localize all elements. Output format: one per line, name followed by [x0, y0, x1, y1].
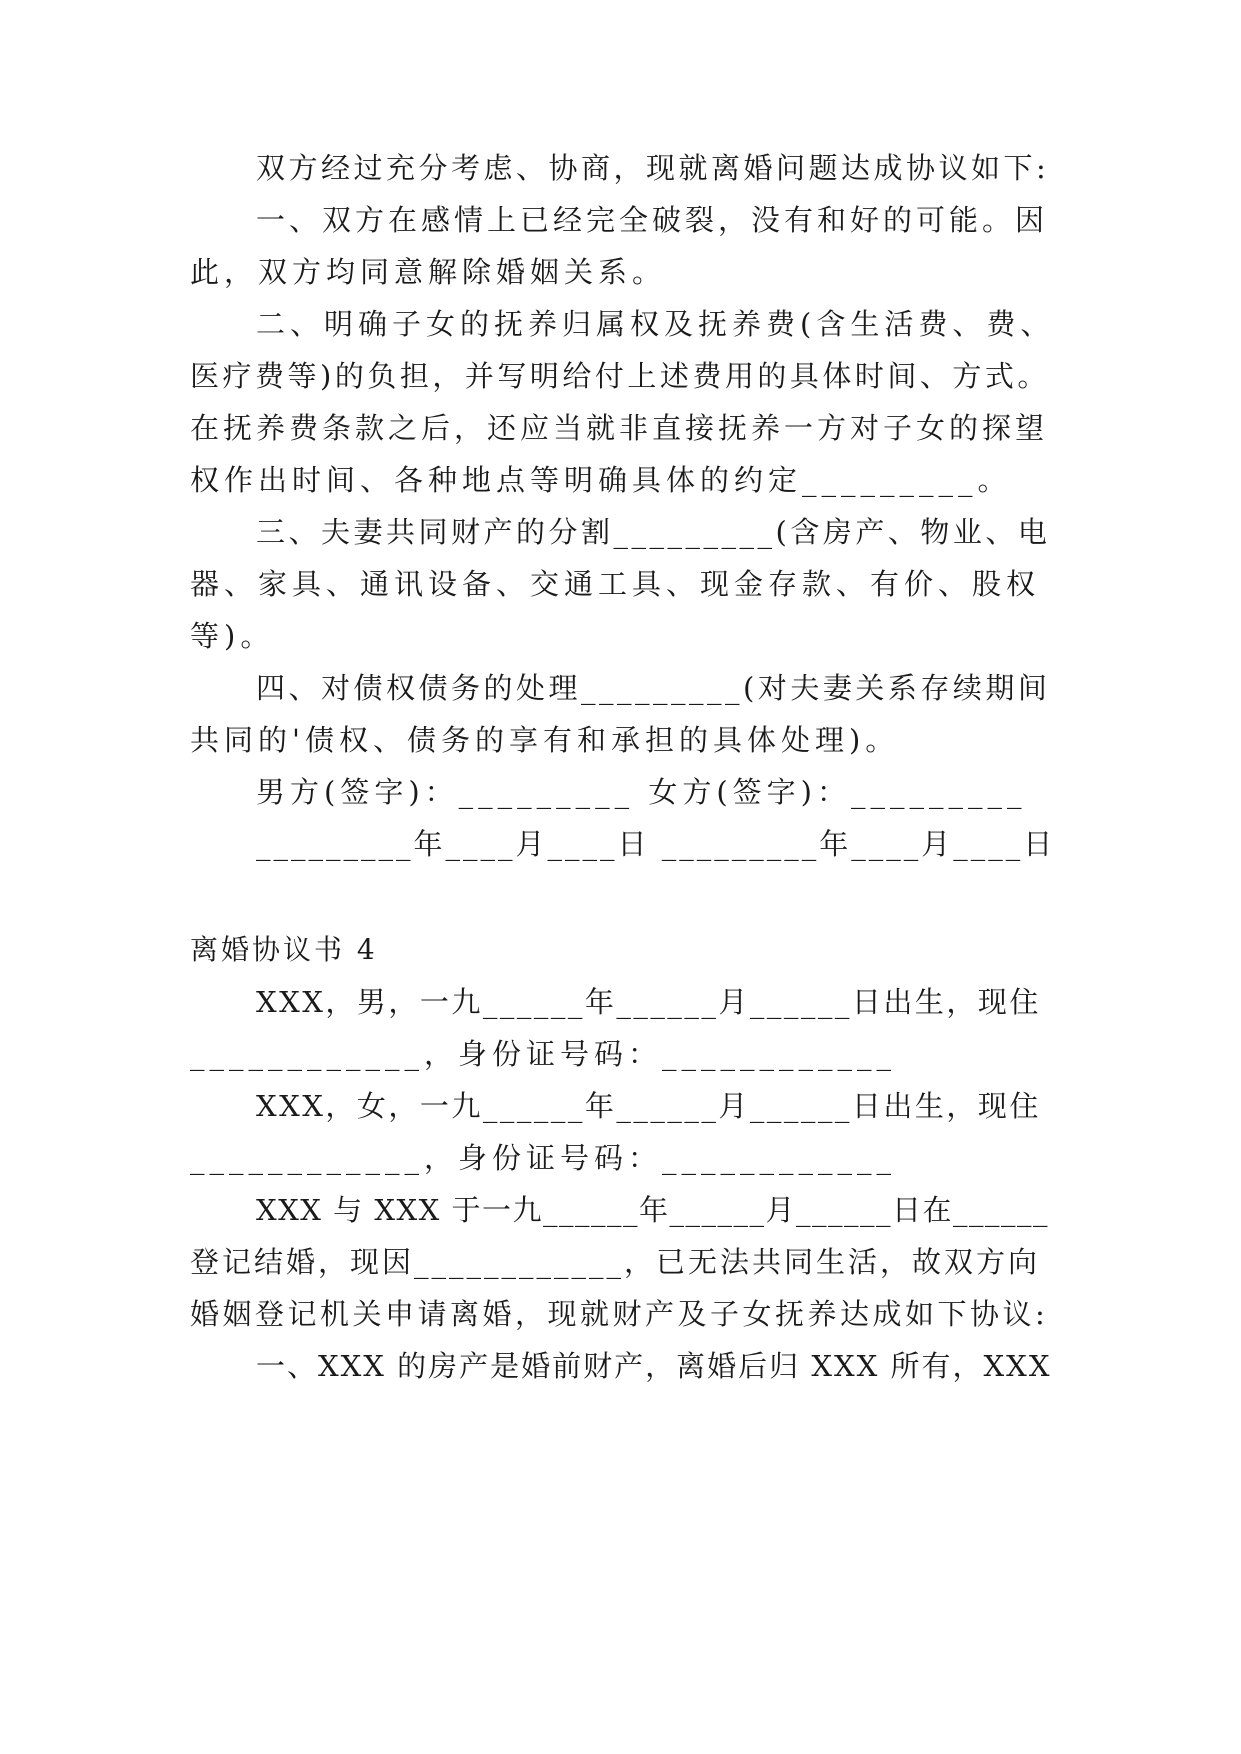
paragraph-line: 一、XXX 的房产是婚前财产，离婚后归 XXX 所有，XXX	[256, 1349, 1052, 1383]
paragraph-line: XXX 与 XXX 于一九______年______月______日在______	[256, 1193, 1050, 1227]
paragraph-line: 共同的'债权、债务的享有和承担的具体处理)。	[190, 723, 900, 757]
paragraph-line: 四、对债权债务的处理_________(对夫妻关系存续期间	[256, 671, 1051, 705]
paragraph-line: 在抚养费条款之后，还应当就非直接抚养一方对子女的探望	[190, 411, 1049, 445]
section-heading: 离婚协议书 4	[190, 933, 378, 966]
paragraph-line: 此，双方均同意解除婚姻关系。	[190, 255, 667, 289]
paragraph-line: XXX，男，一九______年______月______日出生，现住	[256, 985, 1041, 1019]
paragraph-line: 婚姻登记机关申请离婚，现就财产及子女抚养达成如下协议:	[190, 1297, 1049, 1331]
paragraph-line: ____________，身份证号码：____________	[190, 1037, 897, 1071]
date-line: _________年____月____日 _________年____月____日	[256, 827, 1056, 861]
paragraph-line: 医疗费等)的负担，并写明给付上述费用的具体时间、方式。	[190, 359, 1050, 393]
paragraph-line: XXX，女，一九______年______月______日出生，现住	[256, 1089, 1041, 1123]
paragraph-line: 三、夫妻共同财产的分割_________(含房产、物业、电	[256, 515, 1051, 549]
paragraph-line: 权作出时间、各种地点等明确具体的约定_________。	[190, 463, 1012, 497]
paragraph-line: 二、明确子女的抚养归属权及抚养费(含生活费、费、	[256, 307, 1055, 341]
paragraph-line: 双方经过充分考虑、协商，现就离婚问题达成协议如下:	[256, 151, 1050, 185]
paragraph-line: 登记结婚，现因____________，已无法共同生活，故双方向	[190, 1245, 1041, 1279]
paragraph-line: ____________，身份证号码：____________	[190, 1141, 897, 1175]
signature-line: 男方(签字)：_________ 女方(签字)：_________	[256, 775, 1027, 809]
paragraph-line: 一、双方在感情上已经完全破裂，没有和好的可能。因	[256, 203, 1049, 237]
paragraph-line: 等)。	[190, 619, 275, 653]
paragraph-line: 器、家具、通讯设备、交通工具、现金存款、有价、股权	[190, 567, 1041, 601]
